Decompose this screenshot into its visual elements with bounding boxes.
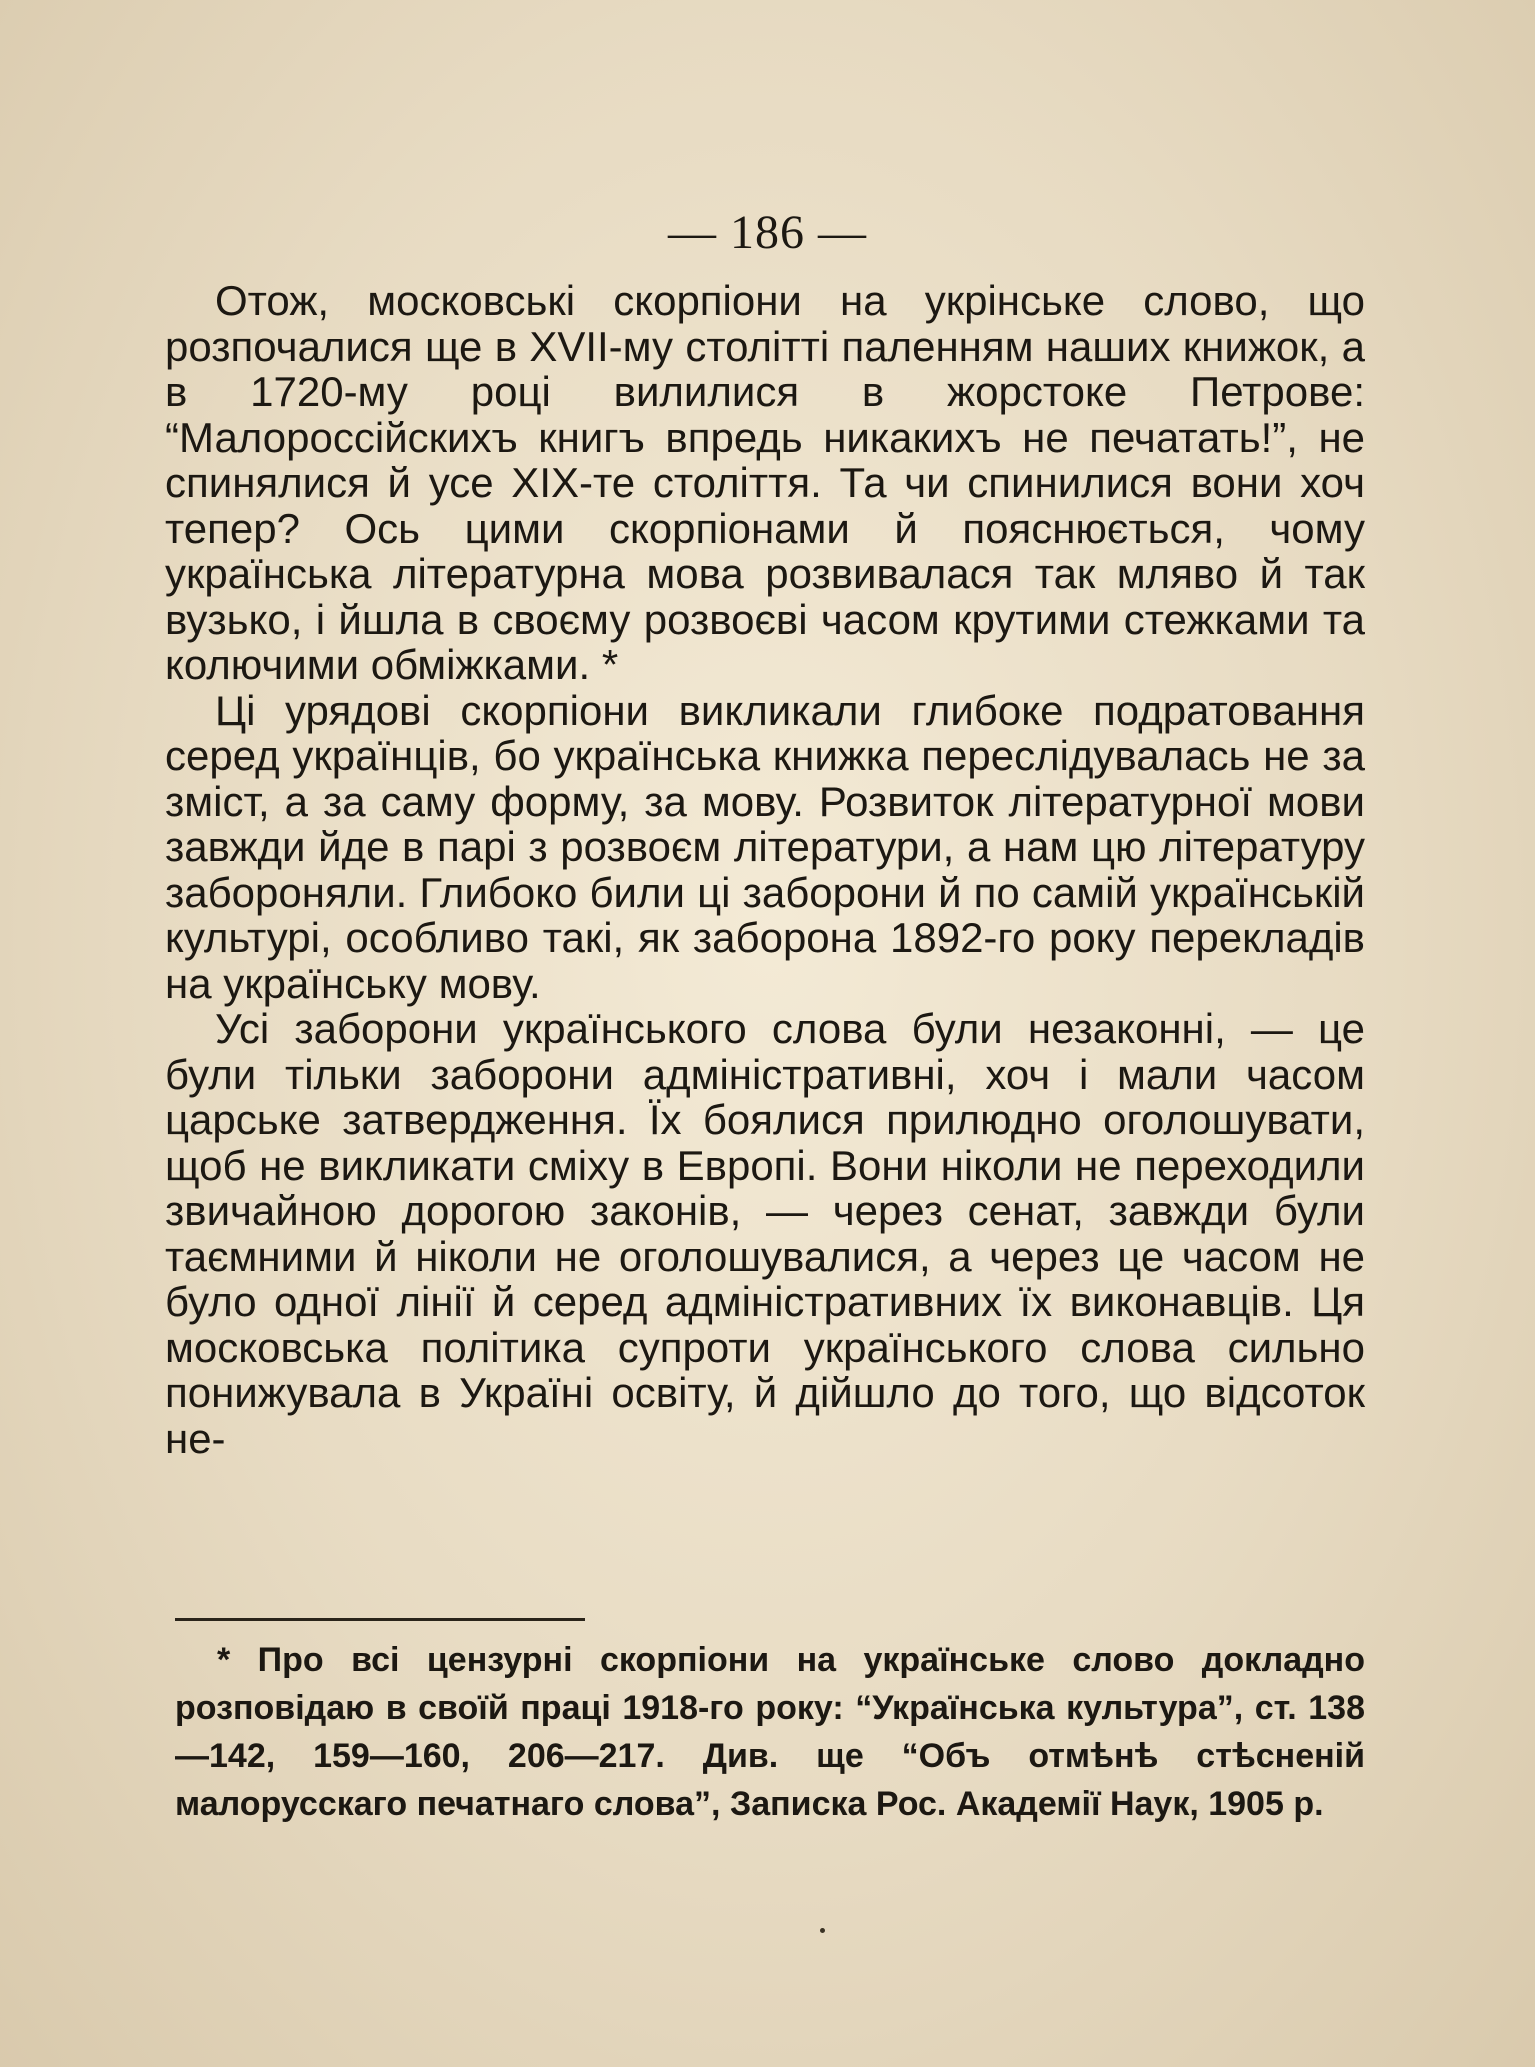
footnote-text: * Про всі цензурні скорпіони на українське слово докладно розповідаю в своїй праці 1918-го року: “Українська культура”, ст. 138—142, 159—160, 206—217. Див. ще “Объ отмѣнѣ стѣсненій малорусскаго печатнаго слова”, Записка Рос. Академії Наук, 1905 р. [175,1641,1365,1823]
footnote-divider [175,1618,585,1621]
paragraph-2: Ці урядові скорпіони викликали глибоке подратовання серед українців, бо українська книжка переслідувалась не за зміст, а за саму форму, за мову. Розвиток літературної мови завжди йде в парі з розвоєм літератури, а нам цю літературу забороняли. Глибоко били ці заборони й по самій українській культурі, особливо такі, як заборона 1892-го року перекладів на українську мову. [165,686,1365,1007]
main-text [165,278,1365,1461]
page-number: — 186 — [668,206,867,259]
paragraph-3: Усі заборони українського слова були незаконні, — це були тільки заборони адміністративні, хоч і мали часом царське затвердження. Їх боялися прилюдно оголошувати, щоб не викликати сміху в Европі. Вони ніколи не переходили звичайною дорогою законів, — через сенат, завжди були таємними й ніколи не оголошувалися, а через це часом не було одної лінії й серед адміністративних їх виконавців. Ця московська політика супроти українського слова сильно понижувала в Україні освіту, й дійшло до того, що відсоток не- [165,1005,1365,1462]
paper-speck [820,1928,825,1933]
footnote [175,1636,1365,1828]
paragraph-1: Отож, московські скорпіони на укрінське слово, що розпочалися ще в XVII-му столітті паленням наших книжок, а в 1720-му році вилилися в жорстоке Петрове: “Малороссійскихъ книгъ впредь никакихъ не печатать!”, не спинялися й усе XIX-те століття. Та чи спинилися вони хоч тепер? Ось цими скорпіонами й пояснюється, чому українська літературна мова розвивалася так мляво й так вузько, і йшла в своєму розвоєві часом крутими стежками та колючими обміжками. * [165,277,1365,688]
